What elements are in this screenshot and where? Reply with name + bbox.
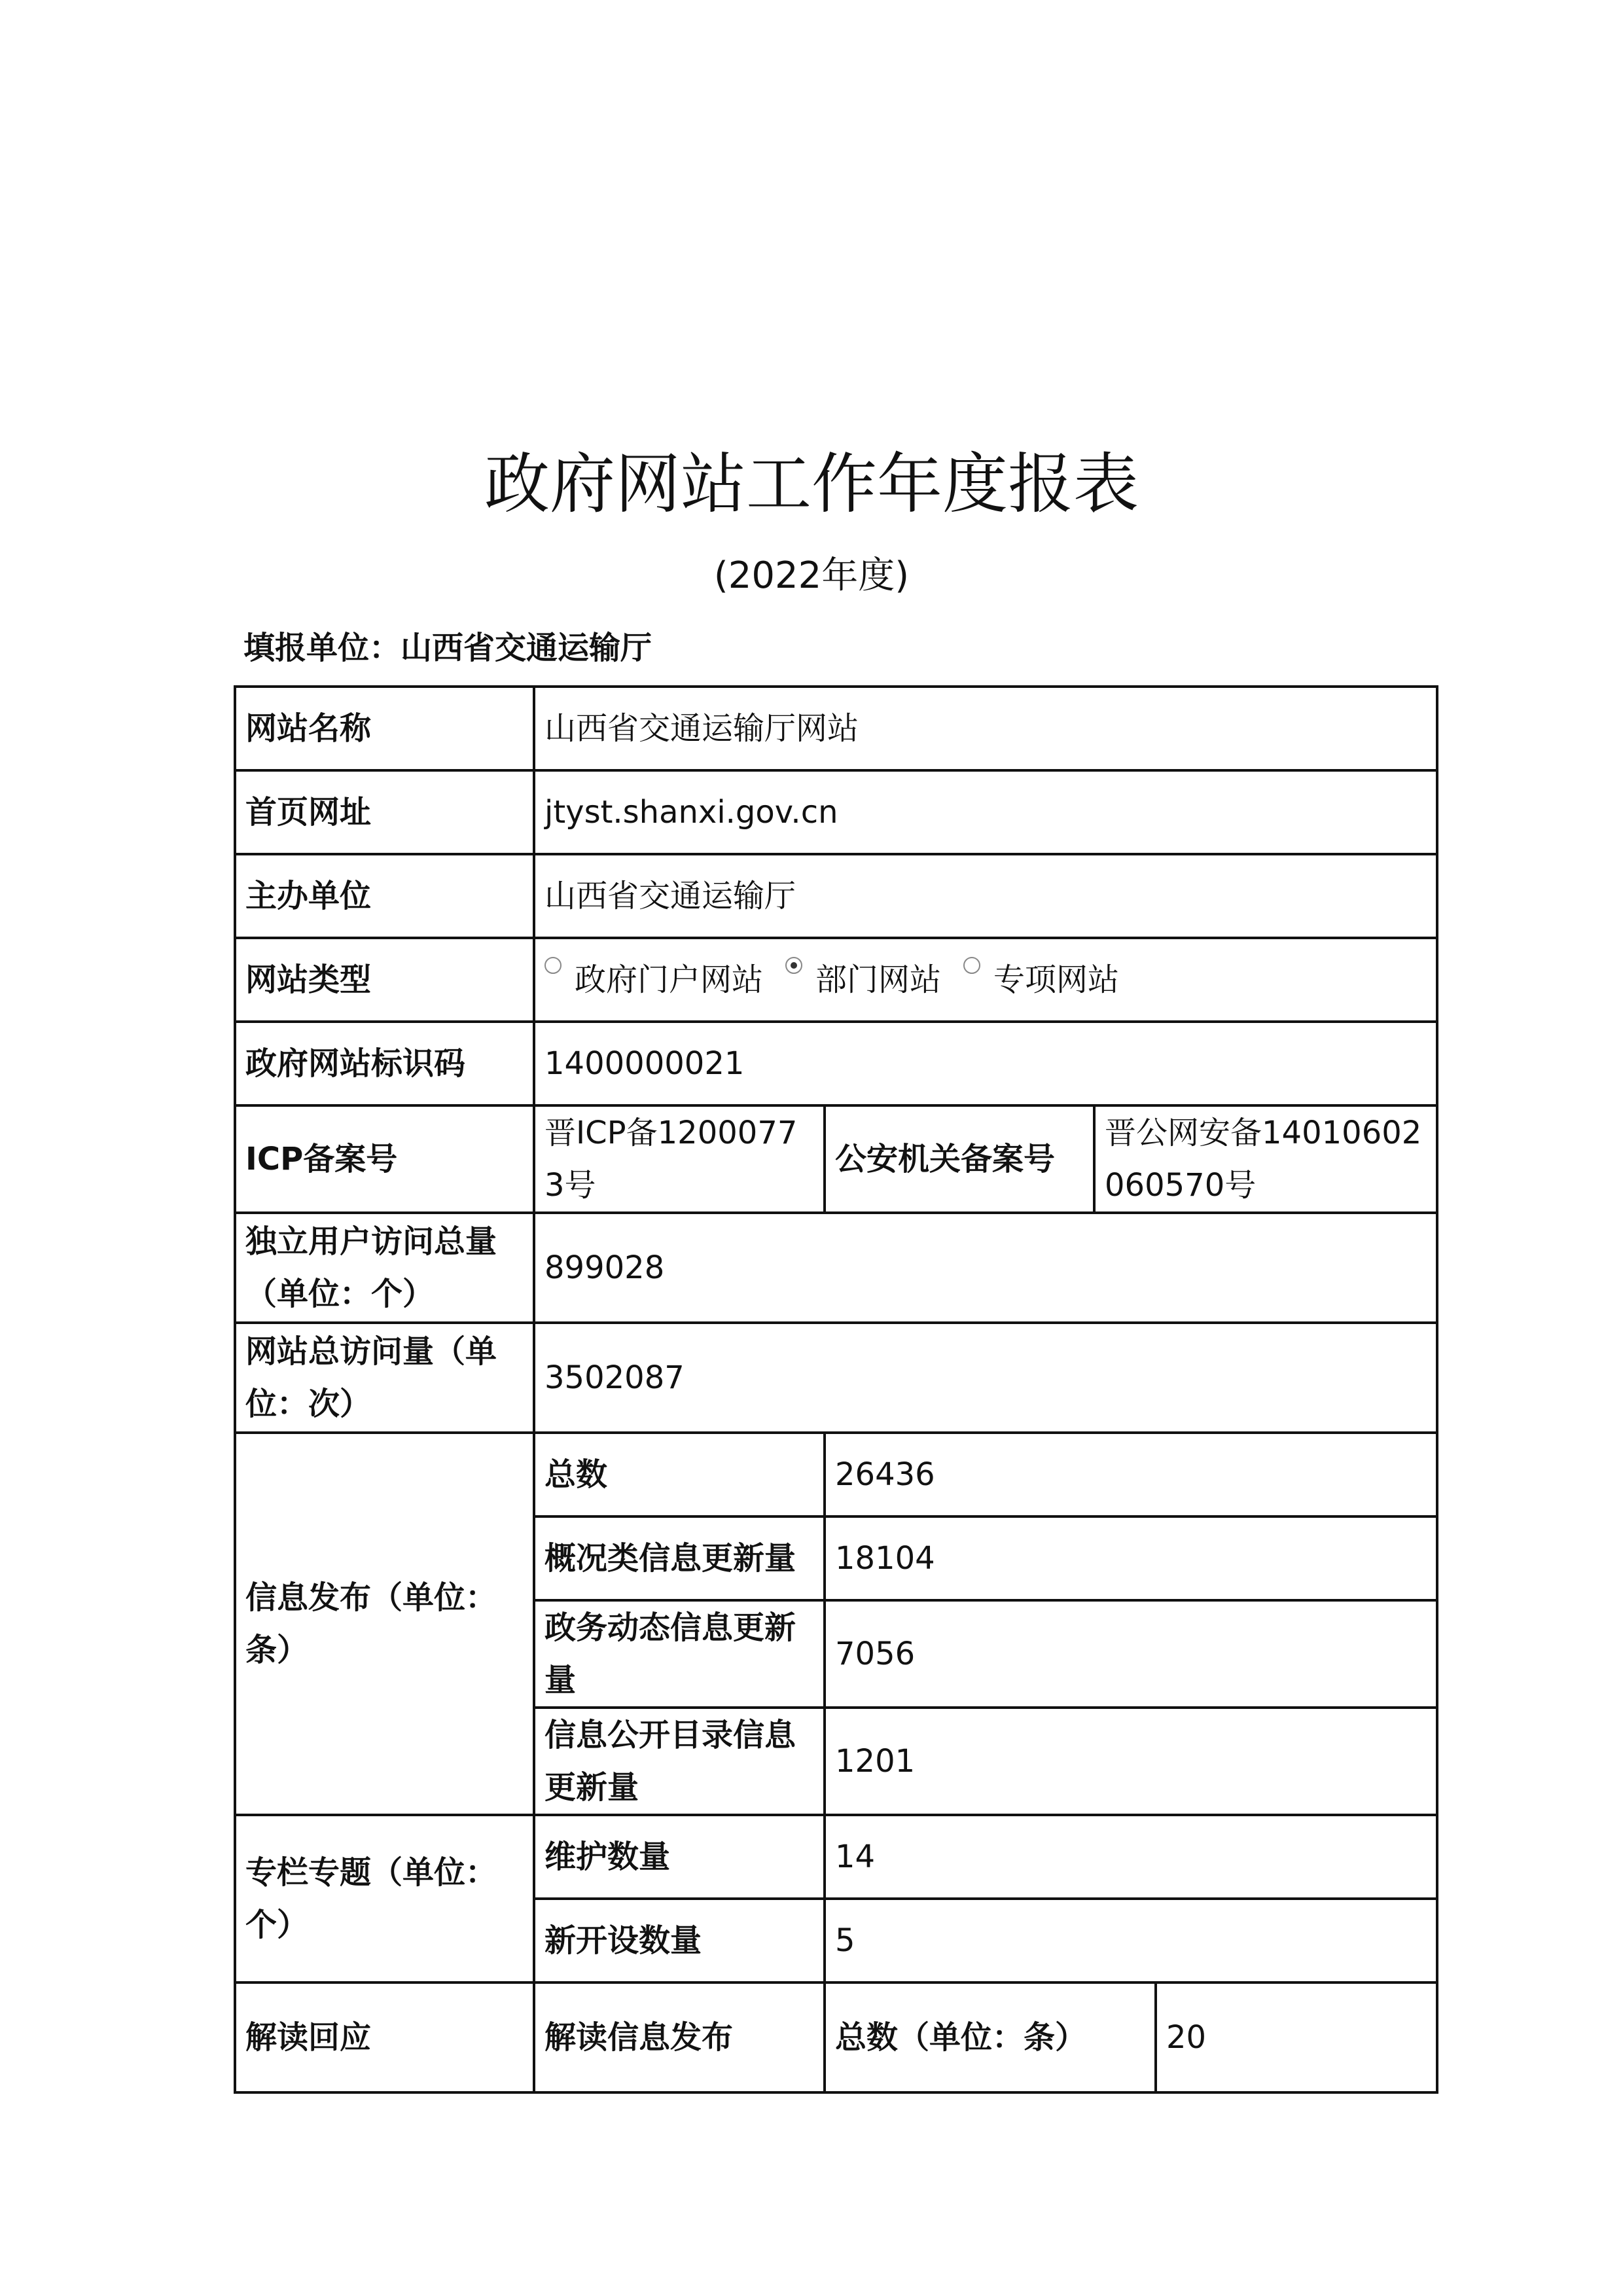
interpretation-sub-label: 解读信息发布 — [534, 1982, 825, 2092]
reporting-unit-value: 山西省交通运输厅 — [401, 630, 652, 666]
homepage-label: 首页网址 — [235, 770, 534, 854]
unique-visitors-value: 899028 — [534, 1213, 1437, 1323]
table-row — [235, 1982, 1437, 2092]
police-record-label: 公安机关备案号 — [825, 1105, 1094, 1213]
info-overview-value: 18104 — [825, 1516, 1437, 1600]
info-total-value: 26436 — [825, 1433, 1437, 1516]
reporting-unit — [243, 625, 652, 671]
info-catalog-label: 信息公开目录信息更新量 — [534, 1708, 825, 1815]
radio-portal[interactable] — [544, 957, 562, 974]
site-code-label: 政府网站标识码 — [235, 1022, 534, 1105]
interpretation-label: 解读回应 — [235, 1982, 534, 2092]
total-visits-label: 网站总访问量（单位：次） — [235, 1323, 534, 1433]
table-row — [235, 854, 1437, 938]
info-total-label: 总数 — [534, 1433, 825, 1516]
columns-maintained-label: 维护数量 — [534, 1815, 825, 1899]
radio-special[interactable] — [963, 957, 980, 974]
table-row — [235, 1433, 1437, 1516]
table-row — [235, 1815, 1437, 1899]
info-publish-label: 信息发布（单位：条） — [235, 1433, 534, 1815]
table-row — [235, 1213, 1437, 1323]
table-row — [235, 687, 1437, 770]
site-type-options — [534, 938, 1437, 1022]
site-name-label: 网站名称 — [235, 687, 534, 770]
page-title: 政府网站工作年度报表 — [484, 446, 1139, 522]
info-news-value: 7056 — [825, 1600, 1437, 1708]
report-table — [234, 685, 1438, 2094]
total-visits-value: 3502087 — [534, 1323, 1437, 1433]
report-year: (2022年度) — [713, 554, 910, 597]
organizer-value: 山西省交通运输厅 — [534, 854, 1437, 938]
reporting-unit-label: 填报单位： — [243, 630, 401, 666]
site-name-value: 山西省交通运输厅网站 — [534, 687, 1437, 770]
icp-value: 晋ICP备12000773号 — [534, 1105, 825, 1213]
site-code-value: 1400000021 — [534, 1022, 1437, 1105]
columns-new-label: 新开设数量 — [534, 1899, 825, 1982]
radio-portal-label: 政府门户网站 — [575, 961, 764, 998]
table-row — [235, 770, 1437, 854]
unique-visitors-label: 独立用户访问总量（单位：个） — [235, 1213, 534, 1323]
organizer-label: 主办单位 — [235, 854, 534, 938]
columns-new-value: 5 — [825, 1899, 1437, 1982]
table-row — [235, 1105, 1437, 1213]
homepage-value: jtyst.shanxi.gov.cn — [534, 770, 1437, 854]
radio-department-label: 部门网站 — [815, 961, 942, 998]
table-row — [235, 938, 1437, 1022]
radio-special-label: 专项网站 — [993, 961, 1120, 998]
radio-department[interactable] — [785, 957, 802, 974]
icp-label: ICP备案号 — [235, 1105, 534, 1213]
interpretation-total-label: 总数（单位：条） — [825, 1982, 1156, 2092]
table-row — [235, 1022, 1437, 1105]
info-overview-label: 概况类信息更新量 — [534, 1516, 825, 1600]
info-catalog-value: 1201 — [825, 1708, 1437, 1815]
interpretation-total-value: 20 — [1156, 1982, 1437, 2092]
columns-maintained-value: 14 — [825, 1815, 1437, 1899]
columns-label: 专栏专题（单位：个） — [235, 1815, 534, 1982]
site-type-label: 网站类型 — [235, 938, 534, 1022]
police-record-value: 晋公网安备14010602060570号 — [1094, 1105, 1437, 1213]
table-row — [235, 1323, 1437, 1433]
info-news-label: 政务动态信息更新量 — [534, 1600, 825, 1708]
